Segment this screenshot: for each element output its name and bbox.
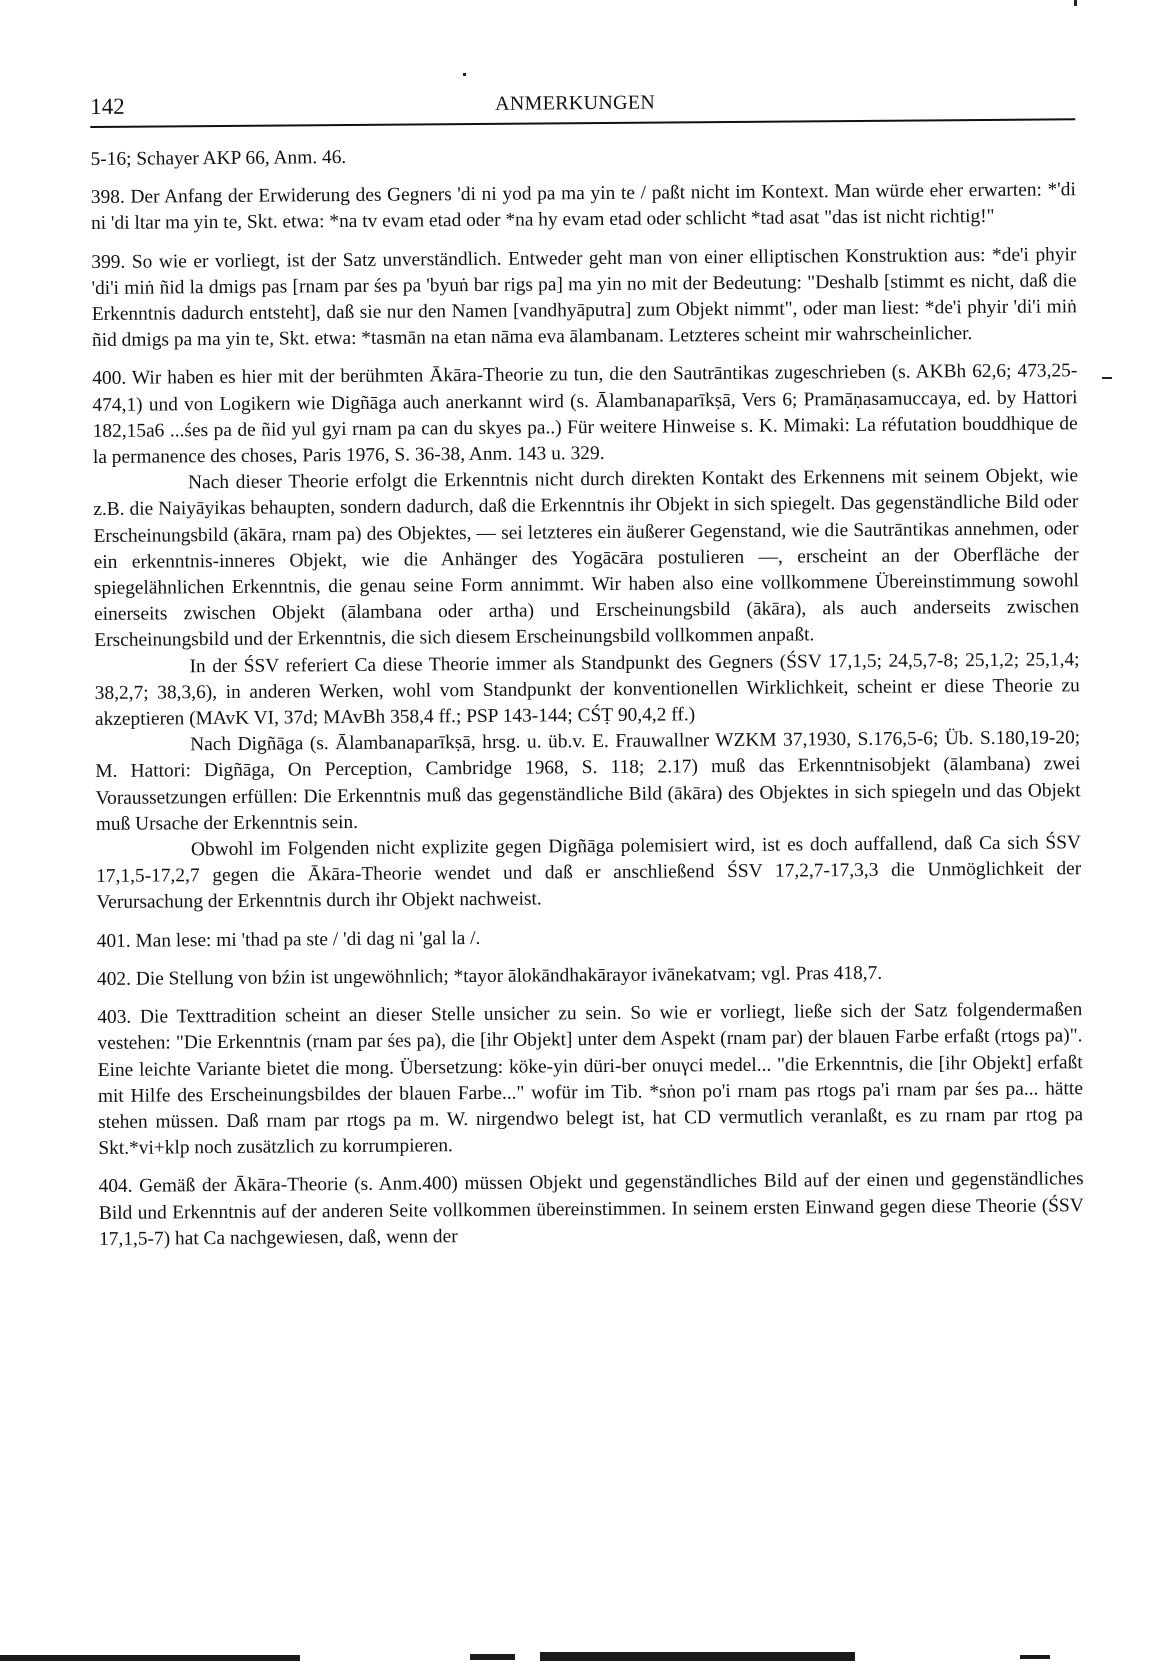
- note-402: 402. Die Stellung von bźin ist ungewöhnlich; *tayor ālokāndhakārayor ivānekatvam; vgl. Pras 418,7.: [96, 962, 883, 990]
- running-title: ANMERKUNGEN: [495, 91, 656, 115]
- note-401: 401. Man lese: mi 'thad pa ste / 'di dag ni 'gal la /.: [96, 927, 481, 952]
- book-page: [90, 80, 1084, 1253]
- scan-bottom-edge: [0, 1652, 1163, 1665]
- scan-artifact: [1102, 377, 1112, 379]
- note-399: 399. So wie er vorliegt, ist der Satz unverständlich. Entweder geht man von einer elliptischen Konstruktion aus: *de'i phyir 'di'i miṅ ñid la dmigs pas [rnam par śes pa 'byuṅ bar rigs pa] ma yin no mit der Bedeutung: "Deshalb [stimmt es nicht, daß die Erkenntnis dadurch entsteht], daß sie nur den Namen [vandhyāputra] zum Objekt nimmt", oder man liest: *de'i phyir 'di'i miṅ ñid dmigs pa ma yin te, Skt. etwa: *tasmān na etan nāma eva ālambanam. Letzteres scheint mir wahrscheinlicher.: [91, 243, 1077, 352]
- page-number: 142: [90, 93, 125, 119]
- note-400-paragraph-5: Obwohl im Folgenden nicht explizite gegen Digñāga polemisiert wird, ist es doch auffallend, daß Ca sich ŚSV 17,1,5-17,2,7 gegen die Ākāra-Theorie wendet und daß er anschließend ŚSV 17,2,7-17,3,3 die Unmöglichkeit der Verursachung der Erkenntnis durch ihr Objekt nachweist.: [96, 832, 1082, 914]
- running-head: [90, 80, 1075, 128]
- note-403: 403. Die Texttradition scheint an dieser Stelle unsicher zu sein. So wie er vorliegt, ließe sich der Satz folgendermaßen vestehen: "Die Erkenntnis (rnam par śes pa), die [ihr Objekt] unter dem Aspekt (rnam par) der blauen Farbe erfaßt (rtogs pa)". Eine leichte Variante bietet die mong. Übersetzung: köke-yin düri-ber onuγci medel... "die Erkenntnis, die [ihr Objekt] erfaßt mit Hilfe des Erscheinungsbildes der blauen Farbe..." wofür im Tib. *sṅon po'i rnam pas rtogs pa'i rnam par śes pa... hätte stehen müssen. Daß rnam par rtogs pa m. W. nirgendwo belegt ist, hat CD vermutlich veranlaßt, es zu rnam par rtog pa Skt.*vi+klp noch zusätzlich zu korrumpieren.: [97, 999, 1084, 1160]
- notes-body: [90, 139, 1084, 1253]
- scan-artifact: [1020, 1655, 1050, 1659]
- note-404: 404. Gemäß der Ākāra-Theorie (s. Anm.400) müssen Objekt und gegenständliches Bild auf der einen und gegenständliches Bild und Erkenntnis auf der anderen Seite vollkommen übereinstimmen. In seinem ersten Einwand gegen diese Theorie (ŚSV 17,1,5-7) hat Ca nachgewiesen, daß, wenn der: [98, 1168, 1084, 1250]
- scan-artifact: [0, 1655, 300, 1661]
- scan-artifact: [470, 1654, 515, 1660]
- note-400-paragraph-2: Nach dieser Theorie erfolgt die Erkenntnis nicht durch direkten Kontakt des Erkennens mit seinem Objekt, wie z.B. die Naiyāyikas behaupten, sondern dadurch, daß die Erkenntnis ihr Objekt in sich spiegelt. Das gegenständliche Bild oder Erscheinungsbild (ākāra, rnam pa) des Objektes, — sei letzteres ein äußerer Gegenstand, wie die Sautrāntikas annehmen, oder ein erkenntnis-inneres Objekt, wie die Anhänger des Yogācāra postulieren —, erscheint an der Oberfläche der spiegelähnlichen Erkenntnis, die genau seine Form annimmt. Wir haben also eine vollkommene Übereinstimmung sowohl einerseits zwischen Objekt (ālambana oder artha) und Erscheinungsbild (ākāra), als auch anderseits zwischen Erscheinungsbild und der Erkenntnis, die sich diesem Erscheinungsbild vollkommen anpaßt.: [93, 465, 1080, 652]
- note-400-paragraph-3: In der ŚSV referiert Ca diese Theorie immer als Standpunkt des Gegners (ŚSV 17,1,5; 24,5,7-8; 25,1,2; 25,1,4; 38,2,7; 38,3,6), in anderen Werken, wohl vom Standpunkt der konventionellen Wirklichkeit, scheint er diese Theorie zu akzeptieren (MAvK VI, 37d; MAvBh 358,4 ff.; PSP 143-144; CŚṬ 90,4,2 ff.): [94, 648, 1080, 731]
- note-continuation: 5-16; Schayer AKP 66, Anm. 46.: [90, 146, 347, 170]
- note-398: 398. Der Anfang der Erwiderung des Gegners 'di ni yod pa ma yin te / paßt nicht im Kontext. Man würde eher erwarten: *'di ni 'di ltar ma yin te, Skt. etwa: *na tv evam etad oder *na hy evam etad oder schlicht *tad asat "das ist nicht richtig!": [90, 179, 1076, 235]
- scan-artifact: [1074, 0, 1077, 6]
- scan-artifact: [463, 73, 466, 76]
- note-400-paragraph-4: Nach Digñāga (s. Ālambanaparīkṣā, hrsg. u. üb.v. E. Frauwallner WZKM 37,1930, S.176,5-6; Üb. S.180,19-20; M. Hattori: Digñāga, On Perception, Cambridge 1968, S. 118; 2.17) muß das Erkenntnisobjekt (ālambana) zwei Voraussetzungen erfüllen: Die Erkenntnis muß das gegenständliche Bild (ākāra) des Objektes in sich spiegeln und das Objekt muß Ursache der Erkenntnis sein.: [95, 727, 1081, 835]
- scan-artifact: [540, 1652, 855, 1661]
- note-400: 400. Wir haben es hier mit der berühmten Ākāra-Theorie zu tun, die den Sautrāntikas zugeschrieben (s. AKBh 62,6; 473,25-474,1) und von Logikern wie Digñāga auch anerkannt wird (s. Ālambanaparīkṣā, Vers 6; Pramāṇasamuccaya, ed. by Hattori 182,15a6 ...śes pa de ñid yul gyi rnam pa can du skyes pa..) Für weitere Hinweise s. K. Mimaki: La réfutation bouddhique de la permanence des choses, Paris 1976, S. 36-38, Anm. 143 u. 329.: [92, 360, 1078, 469]
